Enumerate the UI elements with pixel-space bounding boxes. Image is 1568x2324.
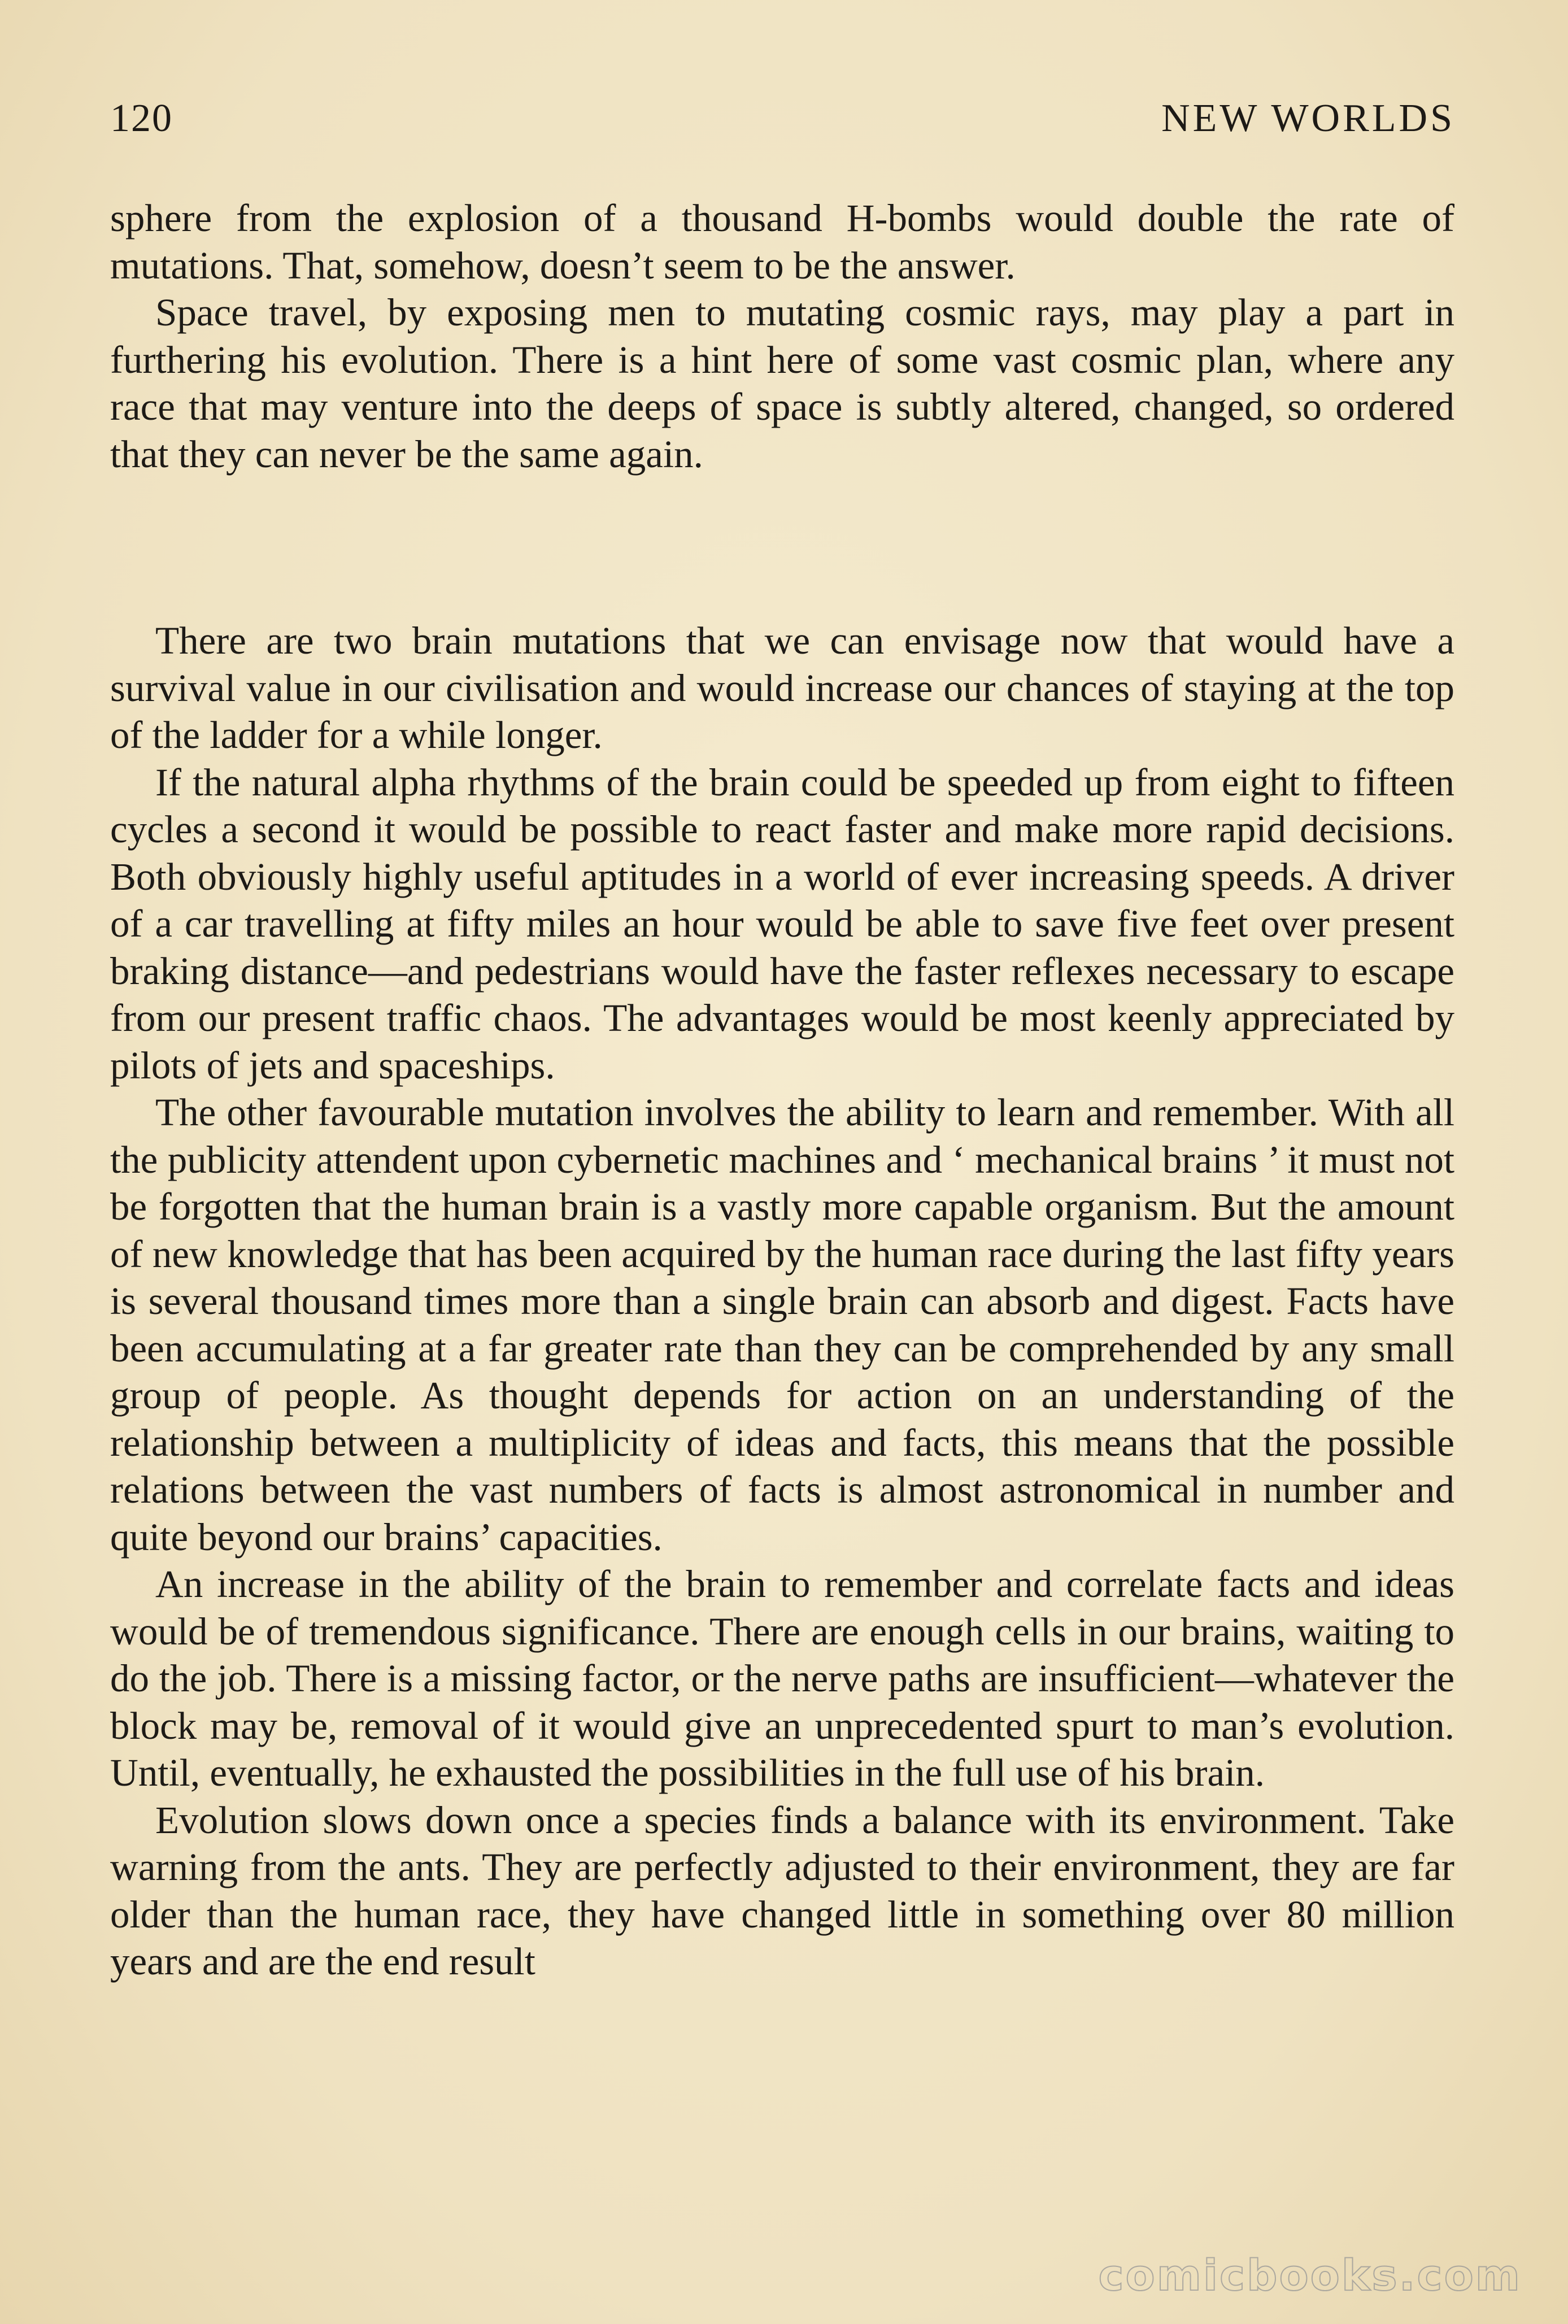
running-head [110,96,1455,164]
page-number: 120 [110,97,173,140]
text-block-top [110,195,1454,478]
watermark: comicbooks.com [1098,2250,1522,2300]
text-block-main [110,617,1454,1986]
paragraph: If the natural alpha rhythms of the brain could be speeded up from eight to fifteen cycles a second it would be possible to react faster and make more rapid decisions. Both obviously highly useful aptitudes in a world of ever increasing speeds. A driver of a car travelling at fifty miles an hour would be able to save five feet over present braking distance—and pedestrians would have the faster reflexes necessary to escape from our present traffic chaos. The advantages would be most keenly appreciated by pilots of jets and spaceships. [110,760,1454,1087]
paragraph: An increase in the ability of the brain to remember and correlate facts and ideas would be of tremendous significance. There are enough cells in our brains, waiting to do the job. There is a missing factor, or the nerve paths are insufficient—whatever the block may be, removal of it would give an unprecedented spurt to man’s evolution. Until, eventually, he exhausted the possibilities in the full use of his brain. [110,1563,1454,1794]
paragraph: There are two brain mutations that we can envisage now that would have a survival value in our civilisation and would increase our chances of staying at the top of the ladder for a while longer. [110,619,1454,756]
running-title: NEW WORLDS [1161,97,1455,140]
paragraph-continued: sphere from the explosion of a thousand H-bombs would double the rate of mutations. That, somehow, doesn’t seem to be the answer. [110,197,1454,287]
paragraph: Space travel, by exposing men to mutating cosmic rays, may play a part in furthering his evolution. There is a hint here of some vast cosmic plan, where any race that may venture into the deeps of space is subtly altered, changed, so ordered that they can never be the same again. [110,291,1454,476]
paragraph: The other favourable mutation involves the ability to learn and remember. With all the publicity attendent upon cybernetic machines and ‘ mechanical brains ’ it must not be forgotten that the human brain is a vastly more capable organism. But the amount of new knowledge that has been acquired by the human race during the last fifty years is several thousand times more than a single brain can absorb and digest. Facts have been accumulating at a far greater rate than they can be comprehended by any small group of people. As thought depends for action on an understanding of the relationship between a multiplicity of ideas and facts, this means that the possible relations between the vast numbers of facts is almost astronomical in number and quite beyond our brains’ capacities. [110,1091,1454,1559]
paragraph: Evolution slows down once a species finds a balance with its environment. Take warning from the ants. They are perfectly adjusted to their environment, they are far older than the human race, they have changed little in something over 80 million years and are the end result [110,1798,1454,1983]
